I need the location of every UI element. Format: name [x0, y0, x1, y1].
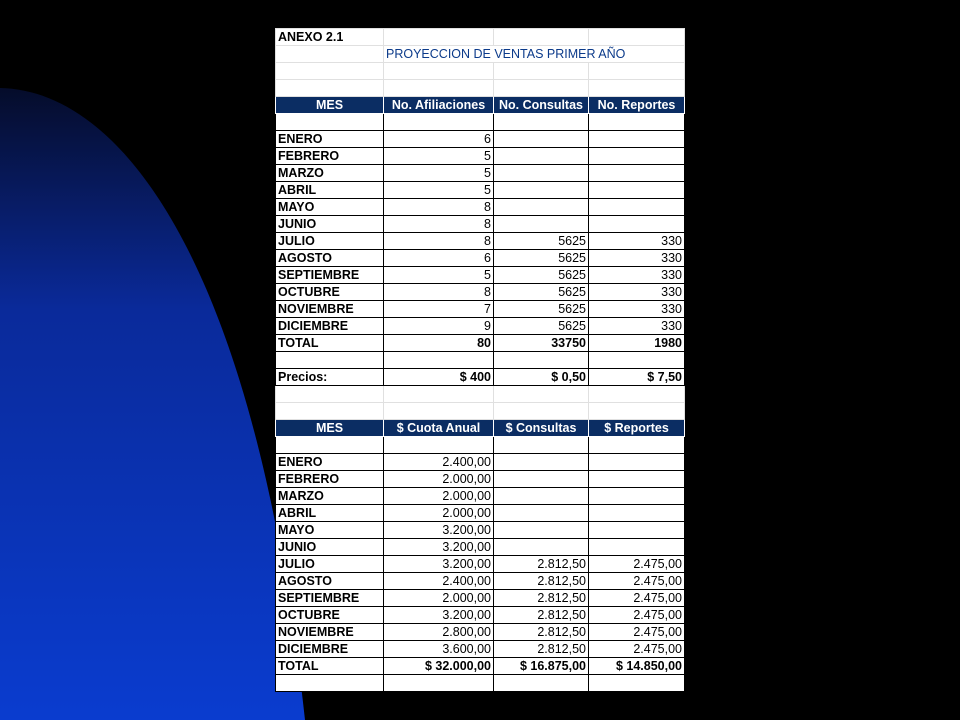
table-row — [276, 165, 685, 182]
cuota-cell: 2.400,00 — [384, 454, 494, 471]
afiliaciones-cell: 8 — [384, 284, 494, 301]
table-row — [276, 301, 685, 318]
afiliaciones-cell: 6 — [384, 131, 494, 148]
table-row — [276, 505, 685, 522]
consultas-cell: 2.812,50 — [494, 573, 589, 590]
cuota-cell: 3.200,00 — [384, 522, 494, 539]
table-row — [276, 573, 685, 590]
cuota-cell: 2.000,00 — [384, 590, 494, 607]
consultas-cell: 5625 — [494, 233, 589, 250]
consultas-cell: 5625 — [494, 318, 589, 335]
month-cell: ABRIL — [276, 182, 384, 199]
month-cell: NOVIEMBRE — [276, 301, 384, 318]
month-cell: SEPTIEMBRE — [276, 590, 384, 607]
month-cell: MARZO — [276, 165, 384, 182]
reportes-cell: 330 — [589, 267, 685, 284]
consultas-cell — [494, 505, 589, 522]
reportes-cell — [589, 488, 685, 505]
afiliaciones-cell: 5 — [384, 267, 494, 284]
reportes-cell — [589, 199, 685, 216]
table-row — [276, 488, 685, 505]
total-label: TOTAL — [276, 335, 384, 352]
afiliaciones-cell: 7 — [384, 301, 494, 318]
column-header: No. Afiliaciones — [384, 97, 494, 114]
consultas-cell — [494, 539, 589, 556]
price-consulta: $ 0,50 — [494, 369, 589, 386]
table-row — [276, 471, 685, 488]
cuota-cell: 2.000,00 — [384, 505, 494, 522]
cuota-cell: 3.600,00 — [384, 641, 494, 658]
table1-header-row — [276, 97, 685, 114]
column-header: $ Reportes — [589, 420, 685, 437]
table-row — [276, 284, 685, 301]
consultas-cell: 2.812,50 — [494, 624, 589, 641]
month-cell: DICIEMBRE — [276, 641, 384, 658]
month-cell: JUNIO — [276, 216, 384, 233]
month-cell: DICIEMBRE — [276, 318, 384, 335]
reportes-cell: 330 — [589, 250, 685, 267]
cuota-cell: 2.000,00 — [384, 471, 494, 488]
total-consultas-amount: $ 16.875,00 — [494, 658, 589, 675]
month-cell: JULIO — [276, 556, 384, 573]
reportes-cell: 2.475,00 — [589, 556, 685, 573]
consultas-cell — [494, 216, 589, 233]
cuota-cell: 3.200,00 — [384, 556, 494, 573]
reportes-cell — [589, 522, 685, 539]
table-row — [276, 641, 685, 658]
reportes-cell — [589, 165, 685, 182]
consultas-cell: 5625 — [494, 284, 589, 301]
prices-label: Precios: — [276, 369, 384, 386]
reportes-cell — [589, 454, 685, 471]
month-cell: AGOSTO — [276, 573, 384, 590]
afiliaciones-cell: 8 — [384, 199, 494, 216]
consultas-cell: 5625 — [494, 267, 589, 284]
consultas-cell: 2.812,50 — [494, 556, 589, 573]
month-cell: OCTUBRE — [276, 284, 384, 301]
reportes-cell: 2.475,00 — [589, 624, 685, 641]
month-cell: NOVIEMBRE — [276, 624, 384, 641]
table-row — [276, 216, 685, 233]
consultas-cell — [494, 148, 589, 165]
cuota-cell: 3.200,00 — [384, 539, 494, 556]
month-cell: ENERO — [276, 454, 384, 471]
reportes-cell — [589, 505, 685, 522]
month-cell: AGOSTO — [276, 250, 384, 267]
consultas-cell — [494, 522, 589, 539]
sheet-title: PROYECCION DE VENTAS PRIMER AÑO — [384, 46, 685, 63]
consultas-cell — [494, 131, 589, 148]
afiliaciones-cell: 6 — [384, 250, 494, 267]
annex-label: ANEXO 2.1 — [276, 29, 384, 46]
table-row — [276, 556, 685, 573]
column-header: $ Cuota Anual — [384, 420, 494, 437]
afiliaciones-cell: 8 — [384, 233, 494, 250]
consultas-cell — [494, 182, 589, 199]
reportes-cell: 330 — [589, 301, 685, 318]
month-cell: ENERO — [276, 131, 384, 148]
price-reporte: $ 7,50 — [589, 369, 685, 386]
consultas-cell: 2.812,50 — [494, 607, 589, 624]
total-consultas: 33750 — [494, 335, 589, 352]
table-row — [276, 250, 685, 267]
month-cell: FEBRERO — [276, 471, 384, 488]
consultas-cell — [494, 454, 589, 471]
consultas-cell: 5625 — [494, 250, 589, 267]
column-header: No. Reportes — [589, 97, 685, 114]
column-header: MES — [276, 420, 384, 437]
month-cell: MAYO — [276, 199, 384, 216]
table1-body — [276, 131, 685, 335]
reportes-cell — [589, 131, 685, 148]
cuota-cell: 2.800,00 — [384, 624, 494, 641]
table-row — [276, 590, 685, 607]
reportes-cell: 2.475,00 — [589, 607, 685, 624]
afiliaciones-cell: 5 — [384, 148, 494, 165]
table2-total-row — [276, 658, 685, 675]
reportes-cell: 330 — [589, 318, 685, 335]
afiliaciones-cell: 8 — [384, 216, 494, 233]
consultas-cell — [494, 165, 589, 182]
month-cell: MARZO — [276, 488, 384, 505]
table-row — [276, 182, 685, 199]
month-cell: FEBRERO — [276, 148, 384, 165]
month-cell: JULIO — [276, 233, 384, 250]
month-cell: JUNIO — [276, 539, 384, 556]
price-afiliacion: $ 400 — [384, 369, 494, 386]
prices-row — [276, 369, 685, 386]
column-header: No. Consultas — [494, 97, 589, 114]
reportes-cell: 2.475,00 — [589, 590, 685, 607]
table-row — [276, 539, 685, 556]
table-row — [276, 199, 685, 216]
consultas-cell: 2.812,50 — [494, 641, 589, 658]
reportes-cell — [589, 471, 685, 488]
consultas-cell — [494, 488, 589, 505]
reportes-cell — [589, 182, 685, 199]
afiliaciones-cell: 9 — [384, 318, 494, 335]
reportes-cell: 2.475,00 — [589, 641, 685, 658]
total-reportes-amount: $ 14.850,00 — [589, 658, 685, 675]
table-row — [276, 233, 685, 250]
total-label: TOTAL — [276, 658, 384, 675]
table-row — [276, 318, 685, 335]
total-afiliaciones: 80 — [384, 335, 494, 352]
total-reportes: 1980 — [589, 335, 685, 352]
month-cell: SEPTIEMBRE — [276, 267, 384, 284]
column-header: $ Consultas — [494, 420, 589, 437]
table-row — [276, 454, 685, 471]
reportes-cell: 2.475,00 — [589, 573, 685, 590]
sales-projection-table — [275, 28, 685, 692]
table2-body — [276, 454, 685, 658]
table-row — [276, 607, 685, 624]
cuota-cell: 2.000,00 — [384, 488, 494, 505]
table-row — [276, 267, 685, 284]
consultas-cell — [494, 199, 589, 216]
total-cuota: $ 32.000,00 — [384, 658, 494, 675]
month-cell: OCTUBRE — [276, 607, 384, 624]
consultas-cell — [494, 471, 589, 488]
table2-header-row — [276, 420, 685, 437]
cuota-cell: 3.200,00 — [384, 607, 494, 624]
table1-total-row — [276, 335, 685, 352]
cuota-cell: 2.400,00 — [384, 573, 494, 590]
reportes-cell: 330 — [589, 233, 685, 250]
afiliaciones-cell: 5 — [384, 182, 494, 199]
column-header: MES — [276, 97, 384, 114]
consultas-cell: 5625 — [494, 301, 589, 318]
month-cell: ABRIL — [276, 505, 384, 522]
month-cell: MAYO — [276, 522, 384, 539]
afiliaciones-cell: 5 — [384, 165, 494, 182]
table-row — [276, 148, 685, 165]
reportes-cell — [589, 539, 685, 556]
table-row — [276, 131, 685, 148]
reportes-cell — [589, 148, 685, 165]
spreadsheet — [275, 28, 684, 692]
reportes-cell: 330 — [589, 284, 685, 301]
table-row — [276, 522, 685, 539]
reportes-cell — [589, 216, 685, 233]
consultas-cell: 2.812,50 — [494, 590, 589, 607]
table-row — [276, 624, 685, 641]
